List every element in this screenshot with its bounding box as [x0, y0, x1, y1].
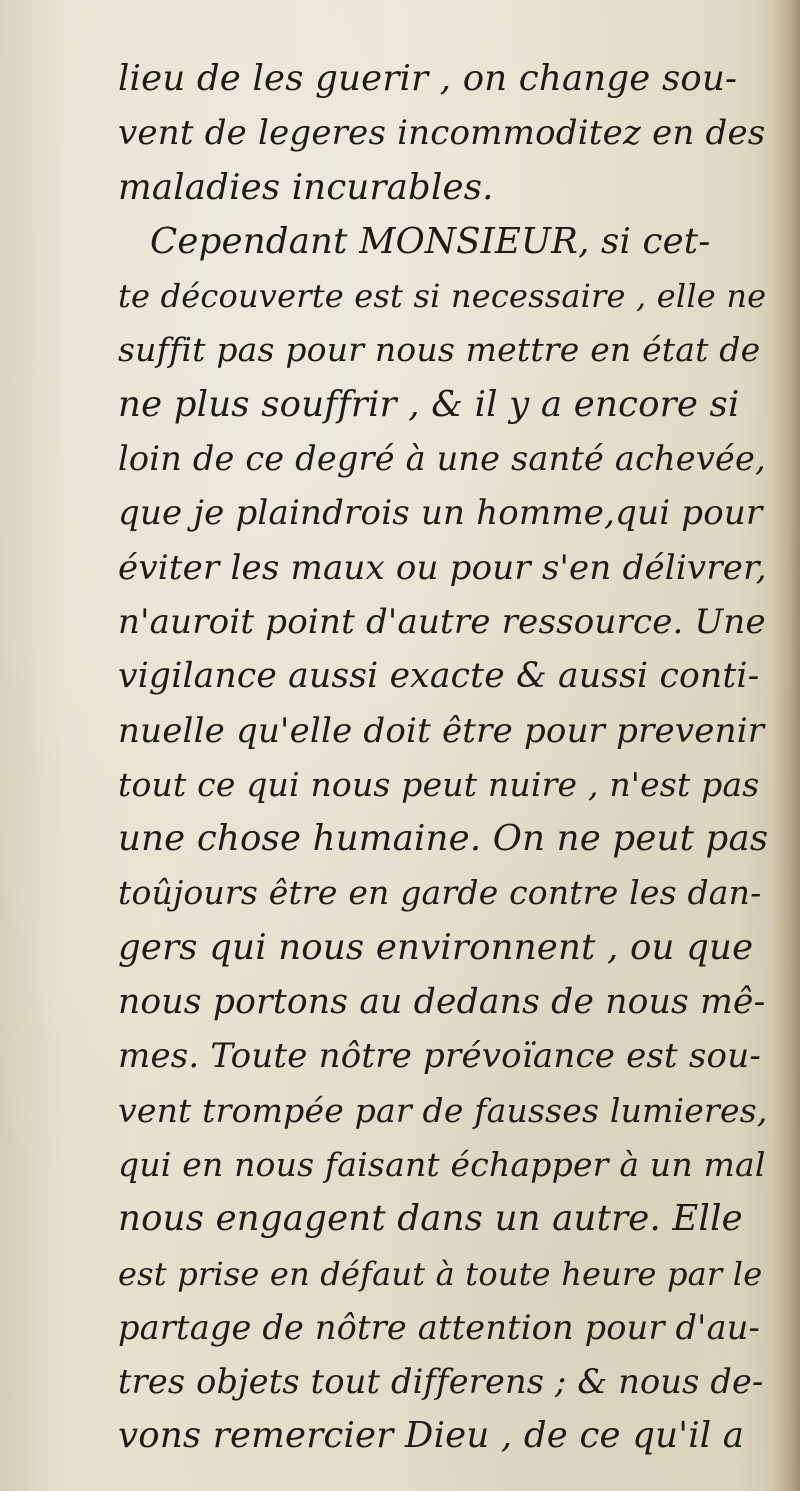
text-line: nuelle qu'elle doit être pour prevenir — [118, 710, 765, 751]
text-line: suffit pas pour nous mettre en état de — [118, 330, 761, 370]
text-line: vons remercier Dieu , de ce qu'il a — [118, 1415, 745, 1457]
text-line: que je plaindrois un homme,qui pour — [118, 493, 763, 534]
text-line: lieu de les guerir , on change sou- — [118, 58, 738, 99]
text-line: Cependant MONSIEUR, si cet- — [150, 220, 711, 262]
text-line: ne plus souffrir , & il y a encore si — [118, 383, 740, 425]
text-line: te découverte est si necessaire , elle ne — [118, 277, 767, 316]
text-line: vent trompée par de fausses lumieres, — [118, 1090, 768, 1130]
text-line: tout ce qui nous peut nuire , n'est pas — [118, 764, 760, 804]
text-line: loin de ce degré à une santé achevée, — [118, 439, 766, 479]
text-line: vent de legeres incommoditez en des — [118, 113, 766, 154]
text-line: mes. Toute nôtre prévoïance est sou- — [118, 1036, 762, 1077]
text-line: nous engagent dans un autre. Elle — [118, 1198, 743, 1240]
page-edge-shadow — [772, 0, 800, 1491]
text-line: gers qui nous environnent , ou que — [118, 926, 754, 968]
text-line: une chose humaine. On ne peut pas — [118, 818, 769, 860]
text-line: tres objets tout differens ; & nous de- — [118, 1362, 764, 1402]
text-line: partage de nôtre attention pour d'au- — [118, 1307, 761, 1347]
text-line: est prise en défaut à toute heure par le — [118, 1254, 763, 1293]
text-line: qui en nous faisant échapper à un mal — [118, 1144, 766, 1184]
text-line: nous portons au dedans de nous mê- — [118, 982, 766, 1023]
text-line: n'auroit point d'autre ressource. Une — [118, 601, 766, 642]
text-line: éviter les maux ou pour s'en délivrer, — [118, 547, 767, 588]
page-text — [108, 52, 768, 1464]
text-line: toûjours être en garde contre les dan- — [118, 873, 762, 913]
text-line: vigilance aussi exacte & aussi conti- — [118, 656, 760, 697]
text-line: maladies incurables. — [118, 166, 494, 208]
